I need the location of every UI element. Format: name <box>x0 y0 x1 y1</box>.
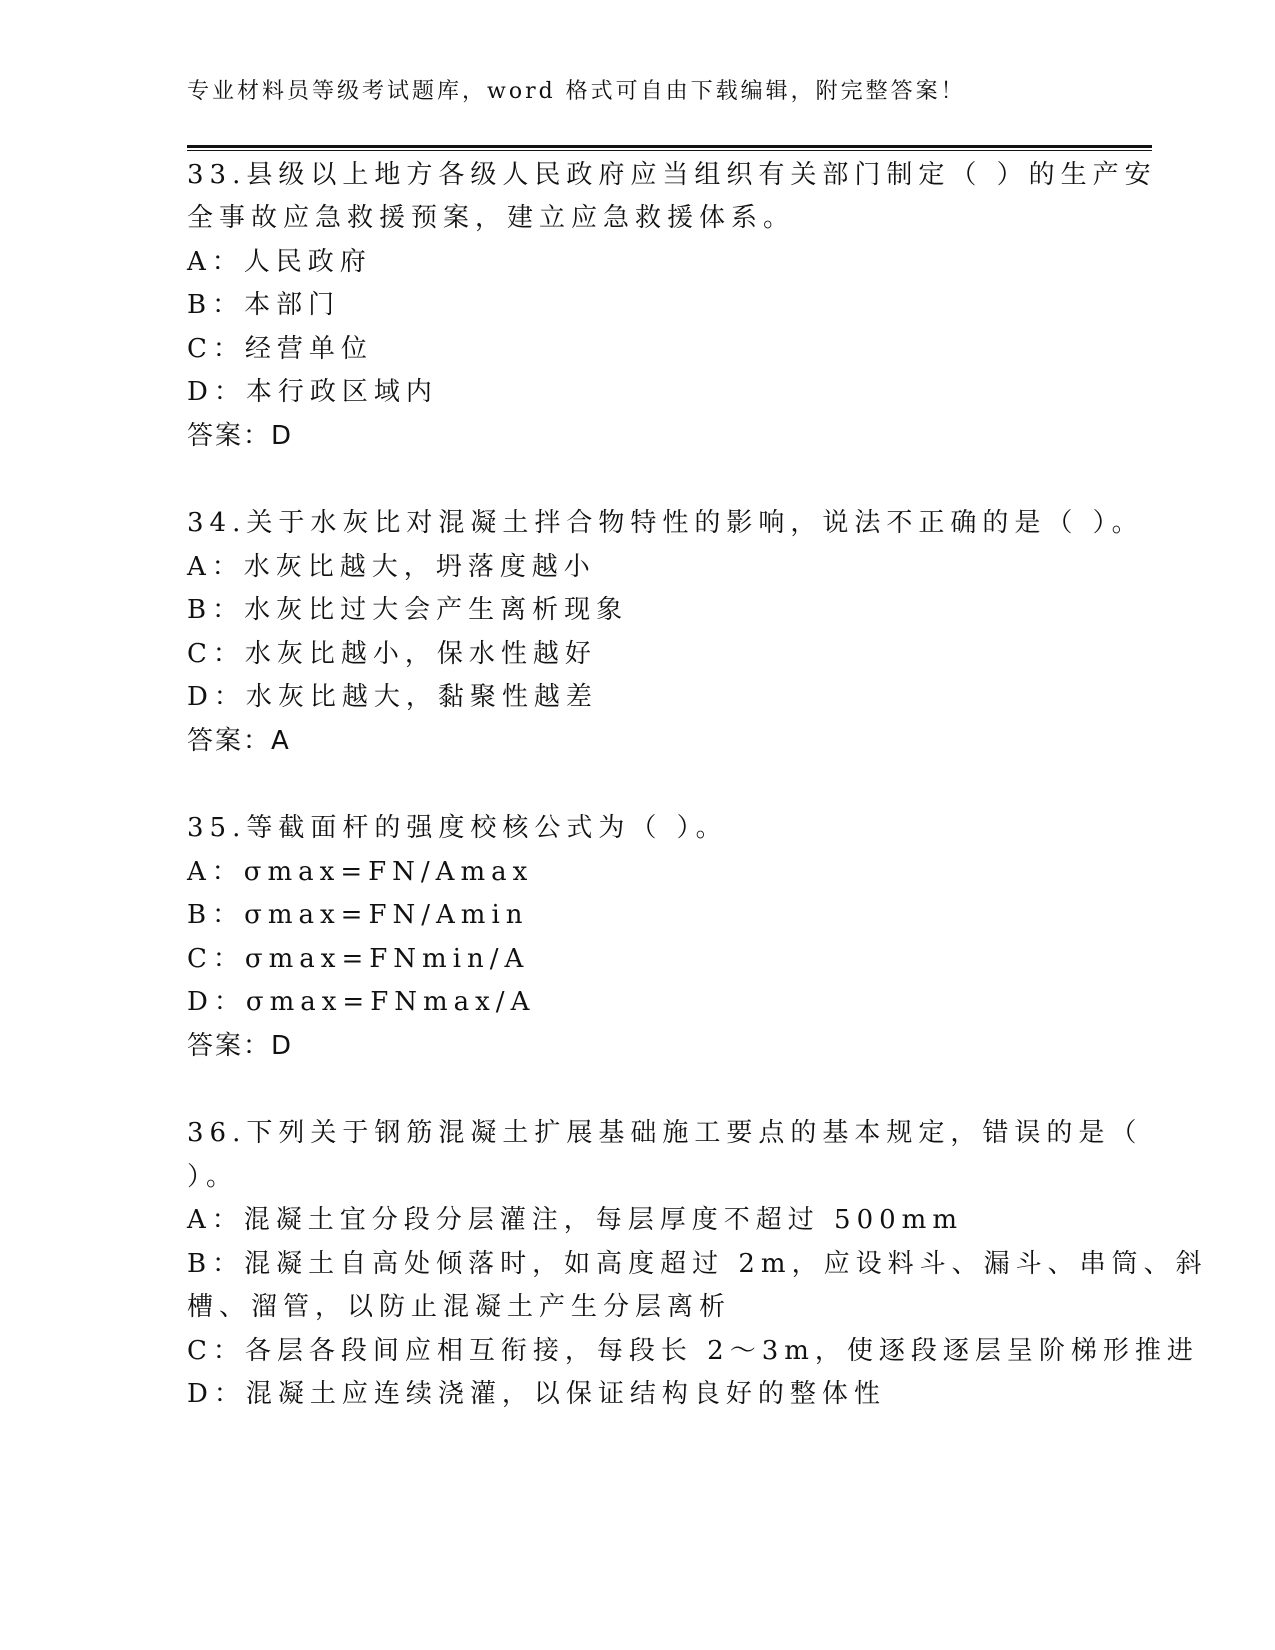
question-35-option-c: C：σmax=FNmin/A <box>187 944 530 974</box>
question-34-answer: 答案：A <box>187 726 291 756</box>
question-35-answer: 答案：D <box>187 1031 294 1061</box>
question-34-option-c: C：水灰比越小，保水性越好 <box>187 639 597 669</box>
question-36-option-d: D：混凝土应连续浇灌，以保证结构良好的整体性 <box>187 1379 886 1409</box>
question-36-stem-line-1: 36.下列关于钢筋混凝土扩展基础施工要点的基本规定，错误的是（ <box>187 1118 1143 1148</box>
question-35-option-d: D：σmax=FNmax/A <box>187 987 536 1017</box>
question-33-option-c: C：经营单位 <box>187 334 373 364</box>
question-33-stem-line-1: 33.县级以上地方各级人民政府应当组织有关部门制定（ ）的生产安 <box>187 160 1157 190</box>
question-35-stem: 35.等截面杆的强度校核公式为（ ）。 <box>187 813 728 843</box>
header-rule-thin <box>187 150 1152 151</box>
question-34-option-b: B：水灰比过大会产生离析现象 <box>187 595 629 625</box>
question-33-option-a: A：人民政府 <box>187 247 372 277</box>
question-35-option-a: A：σmax=FN/Amax <box>187 857 534 887</box>
header-rule-thick <box>187 145 1152 148</box>
question-36-option-c: C：各层各段间应相互衔接，每段长 2～3m，使逐段逐层呈阶梯形推进 <box>187 1336 1199 1366</box>
question-33-answer: 答案：D <box>187 421 294 451</box>
question-33-stem-line-2: 全事故应急救援预案，建立应急救援体系。 <box>187 203 796 233</box>
question-36-option-b-line-1: B：混凝土自高处倾落时，如高度超过 2m，应设料斗、漏斗、串筒、斜 <box>187 1249 1208 1279</box>
question-35-option-b: B：σmax=FN/Amin <box>187 900 529 930</box>
question-36-stem-line-2: ）。 <box>187 1162 239 1192</box>
question-33-option-b: B：本部门 <box>187 290 341 320</box>
question-34-option-a: A：水灰比越大，坍落度越小 <box>187 552 596 582</box>
question-36-option-b-line-2: 槽、溜管，以防止混凝土产生分层离析 <box>187 1292 732 1322</box>
question-34-option-d: D：水灰比越大，黏聚性越差 <box>187 682 598 712</box>
question-33-option-d: D：本行政区域内 <box>187 377 438 407</box>
question-36-option-a: A：混凝土宜分段分层灌注，每层厚度不超过 500mm <box>187 1205 963 1235</box>
question-34-stem: 34.关于水灰比对混凝土拌合物特性的影响，说法不正确的是（ ）。 <box>187 508 1144 538</box>
page-header: 专业材料员等级考试题库，word 格式可自由下载编辑，附完整答案！ <box>187 79 966 104</box>
